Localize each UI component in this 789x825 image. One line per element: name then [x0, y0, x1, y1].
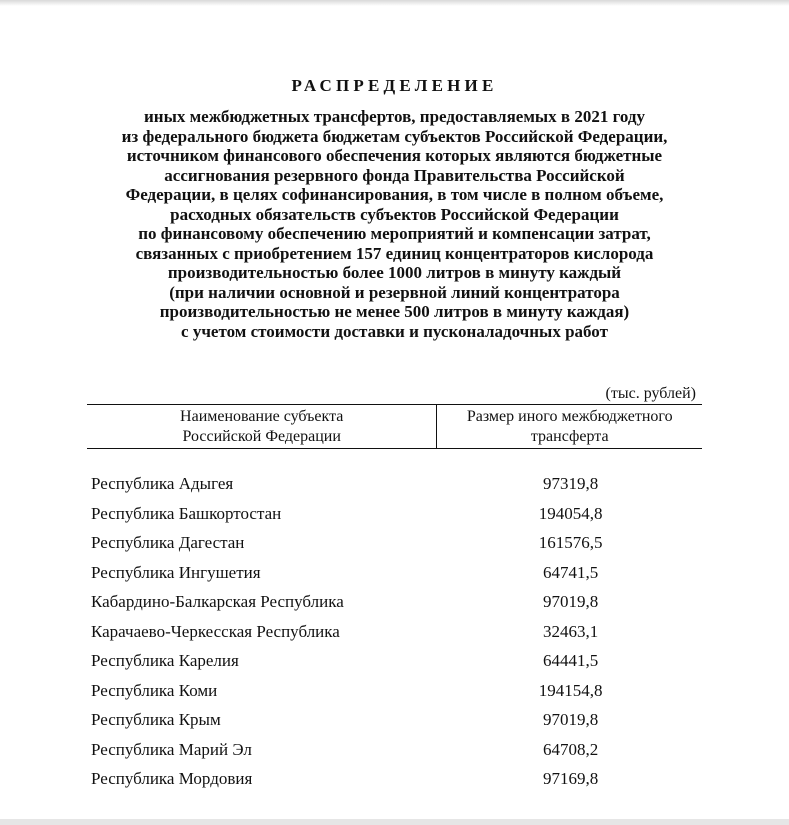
subtitle-line: из федерального бюджета бюджетам субъектов Российской Федерации,	[121, 126, 668, 146]
subtitle-line: связанных с приобретением 157 единиц концентраторов кислорода	[135, 243, 654, 263]
transfer-amount: 194054,8	[538, 503, 603, 523]
transfer-amount: 97019,8	[542, 710, 599, 729]
table-row	[87, 587, 702, 617]
document-title: РАСПРЕДЕЛЕНИЕ	[291, 76, 498, 95]
transfer-amount: 64708,2	[542, 739, 599, 759]
transfer-amount: 194154,8	[538, 680, 603, 700]
transfer-amount: 97169,8	[542, 769, 599, 788]
subtitle-line: расходных обязательств субъектов Российской Федерации	[170, 204, 619, 224]
viewer-top-shadow	[0, 0, 789, 6]
subject-name: Карачаево-Черкесская Республика	[91, 621, 340, 641]
subject-name: Республика Мордовия	[91, 769, 253, 788]
subtitle-line: ассигнования резервного фонда Правительства Российской	[164, 165, 625, 185]
table-row	[87, 469, 702, 499]
subtitle-line: производительностью более 1000 литров в минуту каждый	[167, 263, 622, 282]
subject-name: Республика Карелия	[91, 651, 239, 670]
viewer-bottom-edge	[0, 819, 789, 825]
subtitle-line: Федерации, в целях софинансирования, в том числе в полном объеме,	[125, 185, 664, 204]
table-row	[87, 499, 702, 529]
subject-name: Республика Крым	[91, 710, 221, 729]
subtitle-line: по финансовому обеспечению мероприятий и компенсации затрат,	[138, 224, 651, 243]
table-body	[87, 469, 702, 794]
header-transfer-amount-line: трансферта	[530, 428, 609, 445]
subject-name: Республика Марий Эл	[91, 739, 252, 759]
header-transfer-amount-line: Размер иного межбюджетного	[466, 408, 673, 425]
distribution-table	[87, 404, 702, 794]
table-row	[87, 735, 702, 765]
subject-name: Республика Адыгея	[91, 474, 234, 493]
subtitle-line: (при наличии основной и резервной линий концентратора	[169, 282, 620, 302]
subject-name: Республика Коми	[91, 680, 218, 700]
table-row	[87, 558, 702, 588]
header-subject-name-line: Наименование субъекта	[180, 408, 344, 425]
table-header	[87, 404, 702, 449]
subject-name: Республика Дагестан	[91, 533, 245, 552]
units-label: (тыс. рублей)	[605, 385, 696, 402]
header-subject-name-line: Российской Федерации	[182, 428, 341, 445]
transfer-amount: 97019,8	[542, 592, 599, 611]
subtitle-line: с учетом стоимости доставки и пусконаладочных работ	[181, 321, 608, 341]
table-row	[87, 705, 702, 735]
subtitle-line: производительностью не менее 500 литров в минуту каждая)	[159, 302, 630, 321]
transfer-amount: 64741,5	[542, 562, 599, 582]
subject-name: Республика Башкортостан	[91, 503, 282, 523]
table-row	[87, 764, 702, 794]
transfer-amount: 64441,5	[542, 651, 599, 670]
transfer-amount: 97319,8	[542, 474, 599, 493]
subject-name: Республика Ингушетия	[91, 562, 261, 582]
subject-name: Кабардино-Балкарская Республика	[91, 592, 344, 611]
subtitle-line: источником финансового обеспечения которых являются бюджетные	[126, 146, 663, 165]
transfer-amount: 161576,5	[538, 533, 603, 552]
transfer-amount: 32463,1	[542, 621, 599, 641]
table-row	[87, 646, 702, 676]
subtitle-line: иных межбюджетных трансфертов, предоставляемых в 2021 году	[143, 107, 646, 126]
table-row	[87, 617, 702, 647]
header-transfer-amount	[436, 405, 702, 448]
table-row	[87, 676, 702, 706]
table-row	[87, 528, 702, 558]
header-subject-name	[87, 405, 436, 448]
document-subtitle	[60, 107, 729, 341]
